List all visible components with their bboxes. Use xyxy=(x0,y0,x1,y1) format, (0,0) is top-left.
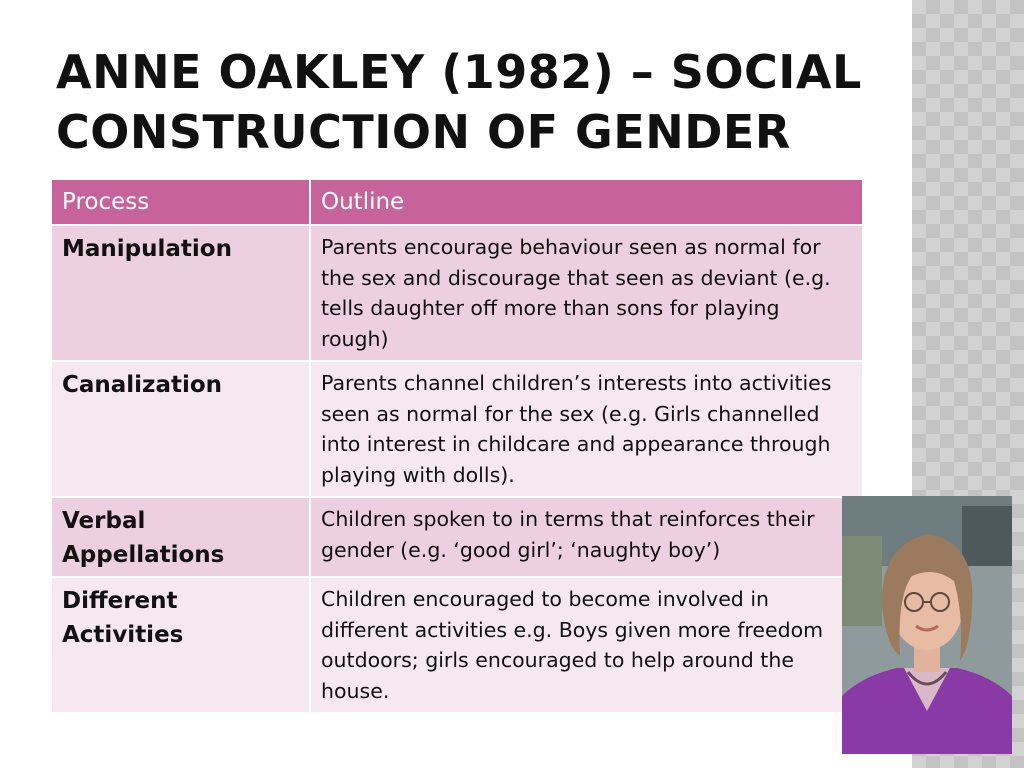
title-line-2: CONSTRUCTION OF GENDER xyxy=(56,105,791,159)
title-line-1: ANNE OAKLEY (1982) – SOCIAL xyxy=(56,45,862,99)
table-row xyxy=(52,577,862,713)
header-outline: Outline xyxy=(310,180,862,225)
portrait-illustration xyxy=(842,496,1012,754)
outline-cell: Parents encourage behaviour seen as normal for the sex and discourage that seen as deviant (e.g. tells daughter off more than sons for playing rough) xyxy=(310,225,862,361)
table-header-row xyxy=(52,180,862,225)
outline-cell: Children spoken to in terms that reinforces their gender (e.g. ‘good girl’; ‘naughty boy’) xyxy=(310,497,862,577)
slide-title xyxy=(56,42,896,162)
table-row xyxy=(52,361,862,497)
process-table xyxy=(52,180,862,714)
outline-cell: Parents channel children’s interests into activities seen as normal for the sex (e.g. Girls channelled into interest in childcare and appearance through playing with dolls). xyxy=(310,361,862,497)
table-row xyxy=(52,225,862,361)
header-process: Process xyxy=(52,180,310,225)
portrait-photo xyxy=(842,496,1012,754)
process-cell: Canalization xyxy=(52,361,310,497)
table-row xyxy=(52,497,862,577)
outline-cell: Children encouraged to become involved in different activities e.g. Boys given more freedom outdoors; girls encouraged to help around the house. xyxy=(310,577,862,713)
process-cell: Manipulation xyxy=(52,225,310,361)
process-cell: Verbal Appellations xyxy=(52,497,310,577)
process-cell: Different Activities xyxy=(52,577,310,713)
